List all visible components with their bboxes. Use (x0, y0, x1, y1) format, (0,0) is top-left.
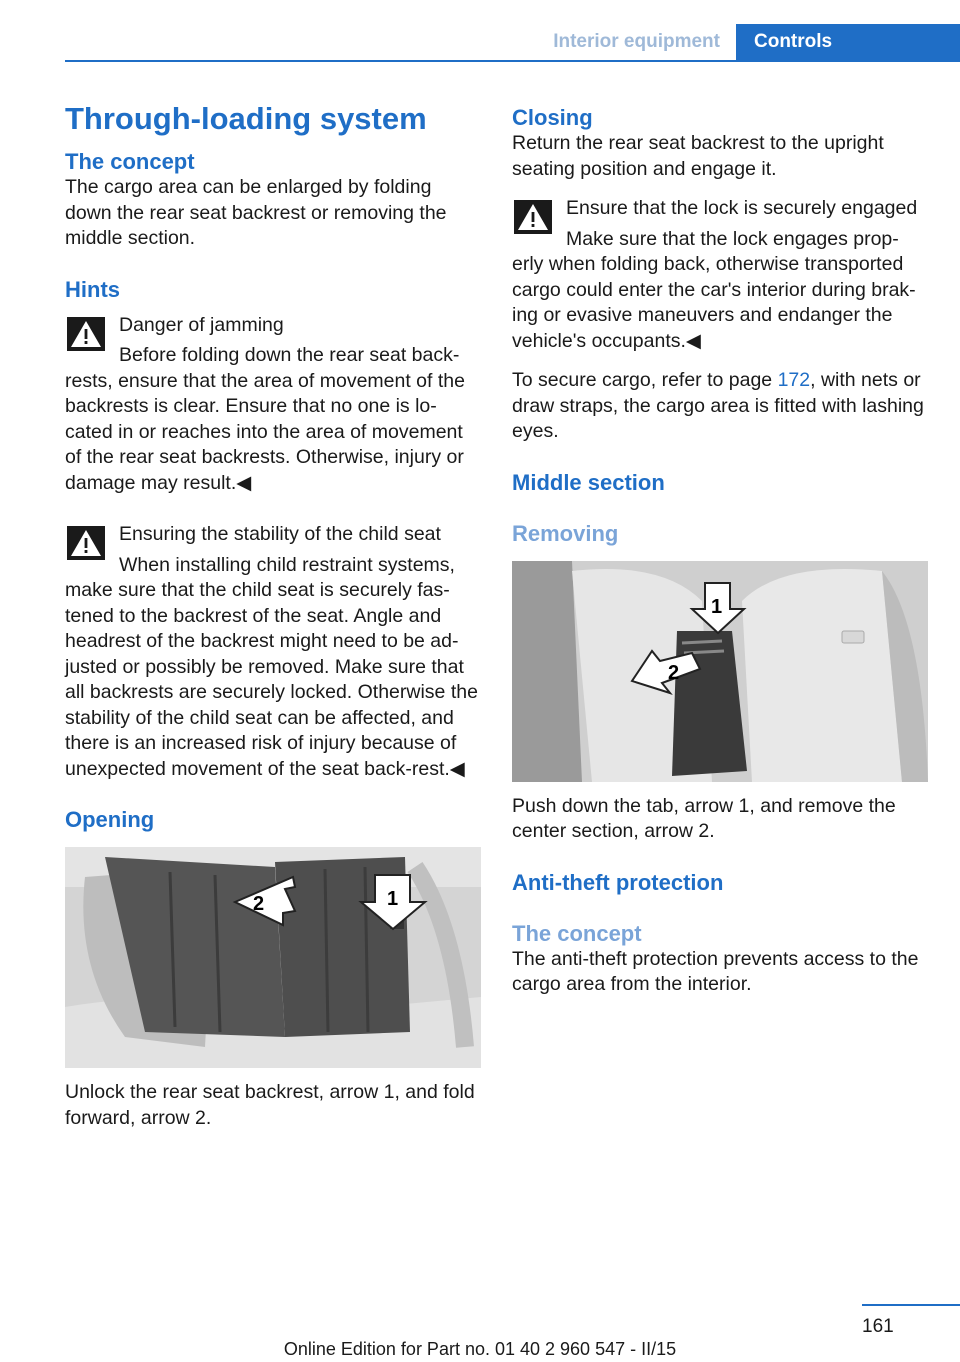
page-header (65, 24, 960, 62)
anti-theft-heading: Anti-theft protection (512, 869, 724, 895)
warning-title: Ensuring the stability of the child seat (119, 523, 441, 545)
arrow-2-label: 2 (668, 661, 680, 684)
left-column (65, 96, 481, 1131)
hints-heading: Hints (65, 276, 120, 302)
right-column (512, 104, 928, 998)
page-number-rule (862, 1304, 960, 1306)
page-link[interactable]: 172 (777, 369, 811, 391)
warning-icon (67, 526, 105, 560)
warning-icon (514, 200, 552, 234)
warning-jamming (65, 311, 481, 497)
arrow-1-label: 1 (711, 595, 723, 618)
warning-text: When installing child restraint systems, make sure that the child seat is securely fas-tened to the backrest of the seat. Angle and headrest of the backrest might need to be ad-justed or possibly be removed. Make sure that all backrests are securely locked. Otherwise the stability of the child seat can be affected, and there is an increased risk of injury because of unexpected movement of the seat back-rest.◀ (65, 553, 478, 780)
warning-text: Before folding down the rear seat back-rests, ensure that the area of movement of the backrests is clear. Ensure that no one is lo-cated in or reaches into the area of movement of the rear seat backrests. Otherwise, injury or damage may result.◀ (65, 344, 465, 494)
removing-caption: Push down the tab, arrow 1, and remove the center section, arrow 2. (512, 794, 896, 842)
warning-title: Danger of jamming (119, 313, 284, 336)
warning-lock (512, 194, 928, 354)
arrow-2-label: 2 (253, 893, 265, 915)
edition-footer: Online Edition for Part no. 01 40 2 960 547 - II/15 (283, 1339, 677, 1359)
section-title: Interior equipment (553, 31, 720, 52)
page-title: Through-loading system (65, 101, 427, 136)
removing-heading: Removing (512, 520, 619, 546)
opening-caption: Unlock the rear seat backrest, arrow 1, and fold forward, arrow 2. (65, 1081, 475, 1129)
concept-heading: The concept (65, 149, 195, 174)
anti-theft-text: The anti-theft protection prevents access to the cargo area from the interior. (512, 947, 919, 995)
warning-text: Make sure that the lock engages prop-erly when folding back, otherwise transported cargo could enter the car's interior during brak-ing or evasive maneuvers and endanger the vehicle's occupants.◀ (512, 227, 916, 352)
concept-text: The cargo area can be enlarged by folding down the rear seat backrest or removing the middle section. (65, 176, 447, 249)
chapter-tab[interactable]: Controls (736, 24, 960, 62)
anti-theft-concept-heading: The concept (512, 920, 642, 946)
page-number: 161 (862, 1316, 894, 1337)
warning-icon (67, 317, 105, 351)
warning-title: Ensure that the lock is securely engaged (566, 197, 918, 219)
middle-section-heading: Middle section (512, 469, 665, 495)
closing-heading: Closing (512, 105, 593, 130)
opening-heading: Opening (65, 807, 155, 832)
opening-illustration (65, 847, 481, 1068)
closing-text: Return the rear seat backrest to the upright seating position and engage it. (512, 132, 884, 180)
warning-child-seat (65, 520, 481, 782)
arrow-1-label: 1 (387, 888, 399, 910)
removing-illustration (512, 561, 928, 782)
secure-cargo-text: To secure cargo, refer to page 172, with nets or draw straps, the cargo area is fitted with lashing eyes. (512, 369, 924, 442)
